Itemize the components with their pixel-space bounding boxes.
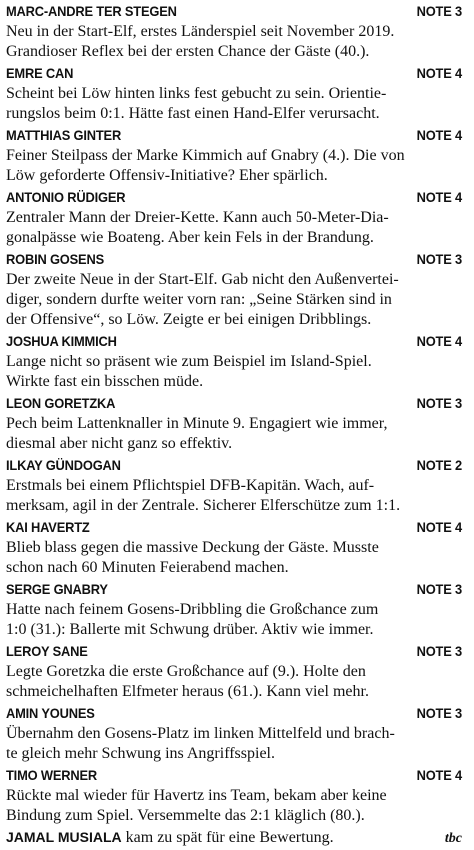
player-comment (6, 84, 462, 124)
player-header (6, 392, 462, 414)
footer-note (6, 826, 462, 848)
player-header (6, 248, 462, 270)
player-rating (6, 702, 462, 764)
comment-line: Feiner Steilpass der Marke Kimmich auf Gnabry (4.). Die von (6, 147, 405, 164)
player-name: SERGE GNABRY (6, 581, 108, 597)
comment-line: diesmal aber nicht ganz so effektiv. (6, 435, 233, 452)
player-grade: NOTE 3 (416, 251, 463, 267)
comment-line: 1:0 (31.): Ballerte mit Schwung drüber. Aktiv wie immer. (6, 621, 374, 638)
footer-text-group (6, 826, 334, 849)
author-initials: tbc (444, 831, 462, 846)
player-header (6, 454, 462, 476)
player-rating (6, 124, 462, 186)
comment-line: Erstmals bei einem Pflichtspiel DFB-Kapitän. Wach, auf- (6, 477, 375, 494)
player-name: LEON GORETZKA (6, 395, 116, 411)
player-header (6, 516, 462, 538)
player-name: EMRE CAN (6, 65, 74, 81)
player-grade: NOTE 4 (416, 519, 463, 535)
player-header (6, 0, 462, 22)
player-grade: NOTE 4 (416, 127, 463, 143)
player-grade: NOTE 3 (416, 395, 463, 411)
footer-note-text: kam zu spät für eine Bewertung. (121, 829, 334, 846)
player-rating (6, 62, 462, 124)
player-rating (6, 516, 462, 578)
player-comment (6, 476, 462, 516)
player-header (6, 124, 462, 146)
comment-line: Rückte mal wieder für Havertz ins Team, bekam aber keine (6, 787, 387, 804)
comment-line: merksam, agil in der Zentrale. Sicherer Elferschütze zum 1:1. (6, 497, 401, 514)
player-rating (6, 330, 462, 392)
player-header (6, 702, 462, 724)
player-rating (6, 578, 462, 640)
comment-line: schmeichelhaften Elfmeter heraus (61.). Kann viel mehr. (6, 683, 369, 700)
player-comment (6, 208, 462, 248)
player-rating (6, 640, 462, 702)
player-comment (6, 538, 462, 578)
comment-line: Löw geforderte Offensiv-Initiative? Eher spärlich. (6, 167, 328, 184)
comment-line: Scheint bei Löw hinten links fest gebucht zu sein. Orientie- (6, 85, 387, 102)
comment-line: Grandioser Reflex bei der ersten Chance der Gäste (40.). (6, 43, 370, 60)
player-grade: NOTE 3 (416, 581, 463, 597)
comment-line: diger, sondern durfte weiter vorn ran: „Seine Stärken sind in (6, 291, 392, 308)
player-name: KAI HAVERTZ (6, 519, 90, 535)
player-grade: NOTE 3 (416, 705, 463, 721)
player-name: ANTONIO RÜDIGER (6, 189, 126, 205)
player-name: ROBIN GOSENS (6, 251, 104, 267)
comment-line: Legte Goretzka die erste Großchance auf (9.). Holte den (6, 663, 366, 680)
player-name: AMIN YOUNES (6, 705, 95, 721)
player-grade: NOTE 2 (416, 457, 463, 473)
player-comment (6, 414, 462, 454)
player-name: ILKAY GÜNDOGAN (6, 457, 121, 473)
player-name: LEROY SANE (6, 643, 88, 659)
player-grade: NOTE 4 (416, 65, 463, 81)
comment-line: rungslos beim 0:1. Hätte fast einen Hand-Elfer verursacht. (6, 105, 380, 122)
comment-line: te gleich mehr Schwung ins Angriffsspiel. (6, 745, 275, 762)
player-rating (6, 454, 462, 516)
footer-player-name: JAMAL MUSIALA (6, 829, 122, 845)
player-rating (6, 0, 462, 62)
player-rating (6, 186, 462, 248)
comment-line: Bindung zum Spiel. Versemmelte das 2:1 kläglich (80.). (6, 807, 365, 824)
player-grade: NOTE 4 (416, 333, 463, 349)
player-header (6, 62, 462, 84)
player-header (6, 186, 462, 208)
player-comment (6, 270, 462, 330)
player-comment (6, 600, 462, 640)
player-comment (6, 662, 462, 702)
player-header (6, 640, 462, 662)
player-comment (6, 724, 462, 764)
player-grade: NOTE 4 (416, 189, 463, 205)
player-rating (6, 248, 462, 330)
player-header (6, 578, 462, 600)
player-name: MATTHIAS GINTER (6, 127, 122, 143)
comment-line: Neu in der Start-Elf, erstes Länderspiel seit November 2019. (6, 23, 395, 40)
player-comment (6, 786, 462, 826)
comment-line: Zentraler Mann der Dreier-Kette. Kann auch 50-Meter-Dia- (6, 209, 389, 226)
comment-line: Hatte nach feinem Gosens-Dribbling die Großchance zum (6, 601, 379, 618)
comment-line: Der zweite Neue in der Start-Elf. Gab nicht den Außenvertei- (6, 271, 399, 288)
player-ratings-column (6, 0, 463, 846)
player-comment (6, 22, 462, 62)
player-rating (6, 764, 462, 826)
comment-line: schon nach 60 Minuten Feierabend machen. (6, 559, 289, 576)
player-header (6, 330, 462, 352)
player-name: MARC-ANDRE TER STEGEN (6, 3, 177, 19)
comment-line: der Offensive“, so Löw. Zeigte er bei einigen Dribblings. (6, 311, 372, 328)
comment-line: Übernahm den Gosens-Platz im linken Mittelfeld und brach- (6, 725, 395, 742)
player-list (6, 0, 462, 826)
player-comment (6, 146, 462, 186)
player-header (6, 764, 462, 786)
comment-line: Wirkte fast ein bisschen müde. (6, 373, 204, 390)
comment-line: gonalpässe wie Boateng. Aber kein Fels in der Brandung. (6, 229, 374, 246)
player-grade: NOTE 3 (416, 643, 463, 659)
player-name: JOSHUA KIMMICH (6, 333, 117, 349)
player-rating (6, 392, 462, 454)
player-name: TIMO WERNER (6, 767, 97, 783)
comment-line: Lange nicht so präsent wie zum Beispiel im Island-Spiel. (6, 353, 372, 370)
comment-line: Blieb blass gegen die massive Deckung der Gäste. Musste (6, 539, 379, 556)
player-grade: NOTE 4 (416, 767, 463, 783)
comment-line: Pech beim Lattenknaller in Minute 9. Engagiert wie immer, (6, 415, 388, 432)
player-grade: NOTE 3 (416, 3, 463, 19)
player-comment (6, 352, 462, 392)
